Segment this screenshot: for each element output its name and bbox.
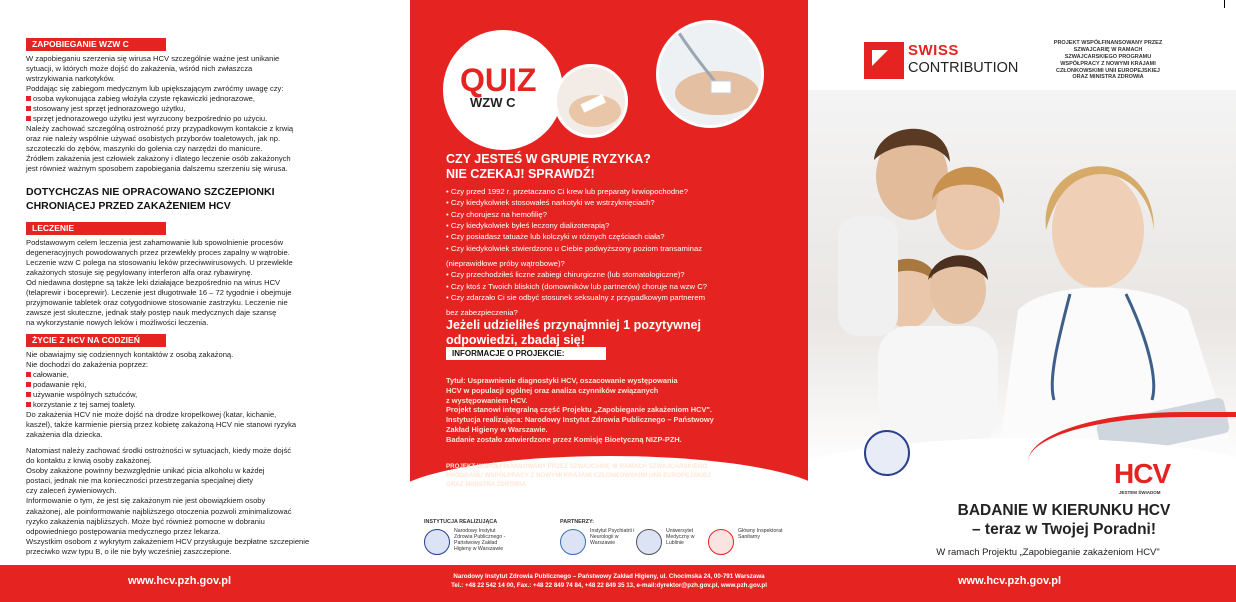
list-item: korzystanie z tej samej toalety. (26, 400, 368, 410)
hcv-logo-tagline: JESTEM ŚWIADOM (1119, 490, 1161, 495)
footer-bar (0, 565, 1236, 602)
list-item: całowanie, (26, 370, 368, 380)
photo-iv-drip (656, 20, 764, 128)
gis-logo-icon (708, 529, 734, 555)
project-info-text: Tytuł: Usprawnienie diagnostyki HCV, oszacowanie występowania HCV w populacji ogólnej oraz analiza czynników związanych z występowaniem HCV. Projekt stanowi integralną część Projektu „Zapobieganie zakażeniom HCV". Instytucja realizująca: Narodowy Instytut Zdrowia Publicznego – Państwowy Zakład Higieny w Warszawie. Badanie zostało zatwierdzone przez Komisję Bioetyczną NIZP-PZH. (446, 376, 714, 444)
left-panel (0, 0, 390, 565)
list-item: (nieprawidłowe próby wątrobowe)? (446, 258, 565, 268)
list-item: • Czy przechodziłeś liczne zabiegi chirurgiczne (lub stomatologiczne)? (446, 270, 685, 280)
risk-heading: CZY JESTEŚ W GRUPIE RYZYKA? NIE CZEKAJ! SPRAWDŹ! (446, 152, 651, 181)
quiz-subtitle: WZW C (470, 95, 516, 110)
list-item: • Czy zdarzało Ci sie odbyć stosunek seksualny z przypadkowym partnerem (446, 292, 706, 302)
list-item: • Czy chorujesz na hemofilię? (446, 209, 547, 219)
list-item: podawanie ręki, (26, 380, 368, 390)
right-panel (808, 0, 1236, 565)
cofinancing-text: PROJEKT WSPÓŁFINANSOWANY PRZEZ SZWAJCARIĘ W RAMACH SZWAJCARSKIEGO PROGRAMU WSPÓŁPRACY Z NOWYMI KRAJAMI CZŁONKOWSKIMI UNII EUROPEJSKIEJ ORAZ MINISTRA ZDROWIA (446, 463, 711, 488)
prevention-text: W zapobieganiu szerzenia się wirusa HCV szczególnie ważne jest unikanie sytuacji, w których może dojść do zakażenia, wśród nich zwłaszcza wstrzykiwania narkotyków. Poddając się zabiegom medycznym lub upiększającym zwróćmy uwagę czy: osoba wykonująca zabieg włożyła czyste rękawiczki jednorazowe, stosowany jest sprzęt jednorazowego użytku, sprzęt jednorazowego użytku jest wyrzucony bezpośrednio po użyciu. Należy zachować szczególną ostrożność przy przypadkowym kontakcie z krwią oraz nie należy wspólnie używać osobistych przyborów toaletowych, jak np. szczoteczki do zębów, maszynki do golenia czy narzędzi do manicure. Źródłem zakażenia jest człowiek zakażony i dlatego leczenie osób zakażonych jest również ważnym sposobem zapobiegania dalszemu szerzeniu się wirusa. (26, 54, 368, 174)
list-item: • Czy kiedykolwiek byłeś leczony dializoterapią? (446, 220, 610, 230)
partner-name: Uniwersytet Medyczny w Lublinie (666, 528, 695, 546)
hcv-logo: HCV (1114, 458, 1171, 489)
partner-name: Instytut Psychiatrii i Neurologii w Warszawie (590, 528, 635, 546)
list-item: • Czy kiedykolwiek stwierdzono u Ciebie podwyższony poziom transaminaz (446, 243, 703, 253)
hand-bandage-image (557, 67, 628, 138)
institution-name: Narodowy Instytut Zdrowia Publicznego - Państwowy Zakład Higieny w Warszawie (454, 528, 506, 552)
quiz-title: QUIZ (460, 62, 537, 98)
list-item: • Czy ktoś z Twoich bliskich (domowników lub partnerów) choruje na wzw C? (446, 281, 708, 291)
list-item: • Czy przed 1992 r. przetaczano Ci krew lub preparaty krwiopochodne? (446, 187, 688, 196)
project-info-label: INFORMACJE O PROJEKCIE: (446, 347, 606, 360)
list-item: używanie wspólnych sztućców, (26, 390, 368, 400)
crop-mark (1224, 0, 1225, 8)
vaccine-heading: DOTYCHCZAS NIE OPRACOWANO SZCZEPIONKI CHRONIĄCEJ PRZED ZAKAŻENIEM HCV (26, 186, 275, 213)
cover-headline: BADANIE W KIERUNKU HCV – teraz w Twojej Poradni! (957, 502, 1171, 538)
middle-panel (410, 0, 808, 565)
list-item: stosowany jest sprzęt jednorazowego użytku, (26, 104, 368, 114)
list-item: • Czy posiadasz tatuaże lub kolczyki w różnych częściach ciała? (446, 232, 665, 242)
umlub-logo-icon (636, 529, 662, 555)
footer-link-right[interactable]: www.hcv.pzh.gov.pl (958, 575, 1062, 587)
swiss-contribution-logo: SWISS CONTRIBUTION (908, 42, 1019, 77)
nizp-seal-icon (864, 430, 910, 476)
iv-drip-image (659, 23, 764, 128)
swiss-contribution-logo-icon (864, 42, 904, 79)
section-title-prevention: ZAPOBIEGANIE WZW C (26, 38, 166, 51)
footer-address: Narodowy Instytut Zdrowia Publicznego – Państwowy Zakład Higieny, ul. Chocimska 24, 00-791 Warszawa Tel.: +48 22 542 14 00, Fax.: +48 22 849 74 84, +48 22 849 35 13, e-mail:dyrektor@pzh.gov.pl, www.pzh.gov.pl (451, 573, 767, 590)
ipin-logo-icon (560, 529, 586, 555)
nizp-logo-icon (424, 529, 450, 555)
daily-life-text: Nie obawiajmy się codziennych kontaktów z osobą zakażoną. Nie dochodzi do zakażenia poprzez: całowanie, podawanie ręki, używanie wspólnych sztućców, korzystanie z tej samej toalety. Do zakażenia HCV nie może dojść na drodze kropelkowej (katar, kichanie, kaszel), także karmienie piersią przez kobietę zakażoną HCV nie stanowi ryzyka zakażenia dla dziecka. Natomiast należy zachować środki ostrożności w sytuacjach, kiedy może dojść do kontaktu z krwią osoby zakażonej. Osoby zakażone powinny bezwzględnie unikać picia alkoholu w każdej postaci, jednak nie ma konieczności przestrzegania specjalnej diety czy zaleceń żywieniowych. Informowanie o tym, że jest się zakażonym nie jest obowiązkiem osoby zakażonej, ale poinformowanie najbliższego otoczenia pozwoli zminimalizować ryzyko zakażenia najbliższych. Może być również pomocne w dobraniu odpowiedniego postępowania medycznego przez lekarza. Wszystkim osobom z wykrytym zakażeniem HCV przysługuje bezpłatne szczepienie przeciwko wzw typu B, o ile nie były wcześniej zaszczepione. (26, 350, 368, 556)
institution-label: INSTYTUCJA REALIZUJĄCA (424, 519, 498, 525)
list-item: sprzęt jednorazowego użytku jest wyrzucony bezpośrednio po użyciu. (26, 114, 368, 124)
treatment-text: Podstawowym celem leczenia jest zahamowanie lub spowolnienie procesów degeneracyjnych powodowanych przez przewlekły proces zapalny w wątrobie. Leczenie wzw C polega na stosowaniu leków przeciwwirusowych. U przewlekle zakażonych stosuje się pegylowany interferon alfa oraz rybawirynę. Od niedawna dostępne są także leki działające bezpośrednio na wirus HCV (telaprewir i boceprewir). Leczenie jest długotrwałe 16 – 72 tygodnie i obejmuje przyjmowanie tabletek oraz cotygodniowe stosowanie zastrzyku. Leczenie nie zawsze jest skuteczne, jednak stały postęp nauk medycznych daje szansę na wykorzystanie nowych leków i możliwości leczenia. (26, 237, 293, 328)
positive-answer-heading: Jeżeli udzieliłeś przynajmniej 1 pozytywnej odpowiedzi, zbadaj się! (446, 318, 701, 347)
section-title-daily-life: ŻYCIE Z HCV NA CODZIEŃ (26, 334, 166, 347)
section-title-treatment: LECZENIE (26, 222, 166, 235)
cofinancing-note: PROJEKT WSPÓŁFINANSOWANY PRZEZ SZWAJCARIĘ W RAMACH SZWAJCARSKIEGO PROGRAMU WSPÓŁPRACY Z NOWYMI KRAJAMI CZŁONKOWSKIMI UNII EUROPEJSKIEJ ORAZ MINISTRA ZDROWIA (1053, 40, 1163, 81)
cover-subline: W ramach Projektu „Zapobieganie zakażeniom HCV" (936, 547, 1160, 558)
partners-strip (410, 515, 808, 565)
photo-hand-bandage (554, 64, 628, 138)
partner-name: Główny Inspektorat Sanitarny (738, 528, 783, 540)
people-illustration (808, 80, 1236, 460)
list-item: • Czy kiedykolwiek stosowałeś narkotyki we wstrzyknięciach? (446, 198, 655, 208)
risk-questions (446, 186, 796, 318)
list-item: osoba wykonująca zabieg włożyła czyste rękawiczki jednorazowe, (26, 94, 368, 104)
footer-link-left[interactable]: www.hcv.pzh.gov.pl (128, 575, 232, 587)
list-item: bez zabezpieczenia? (446, 308, 518, 318)
partners-label: PARTNERZY: (560, 519, 594, 525)
